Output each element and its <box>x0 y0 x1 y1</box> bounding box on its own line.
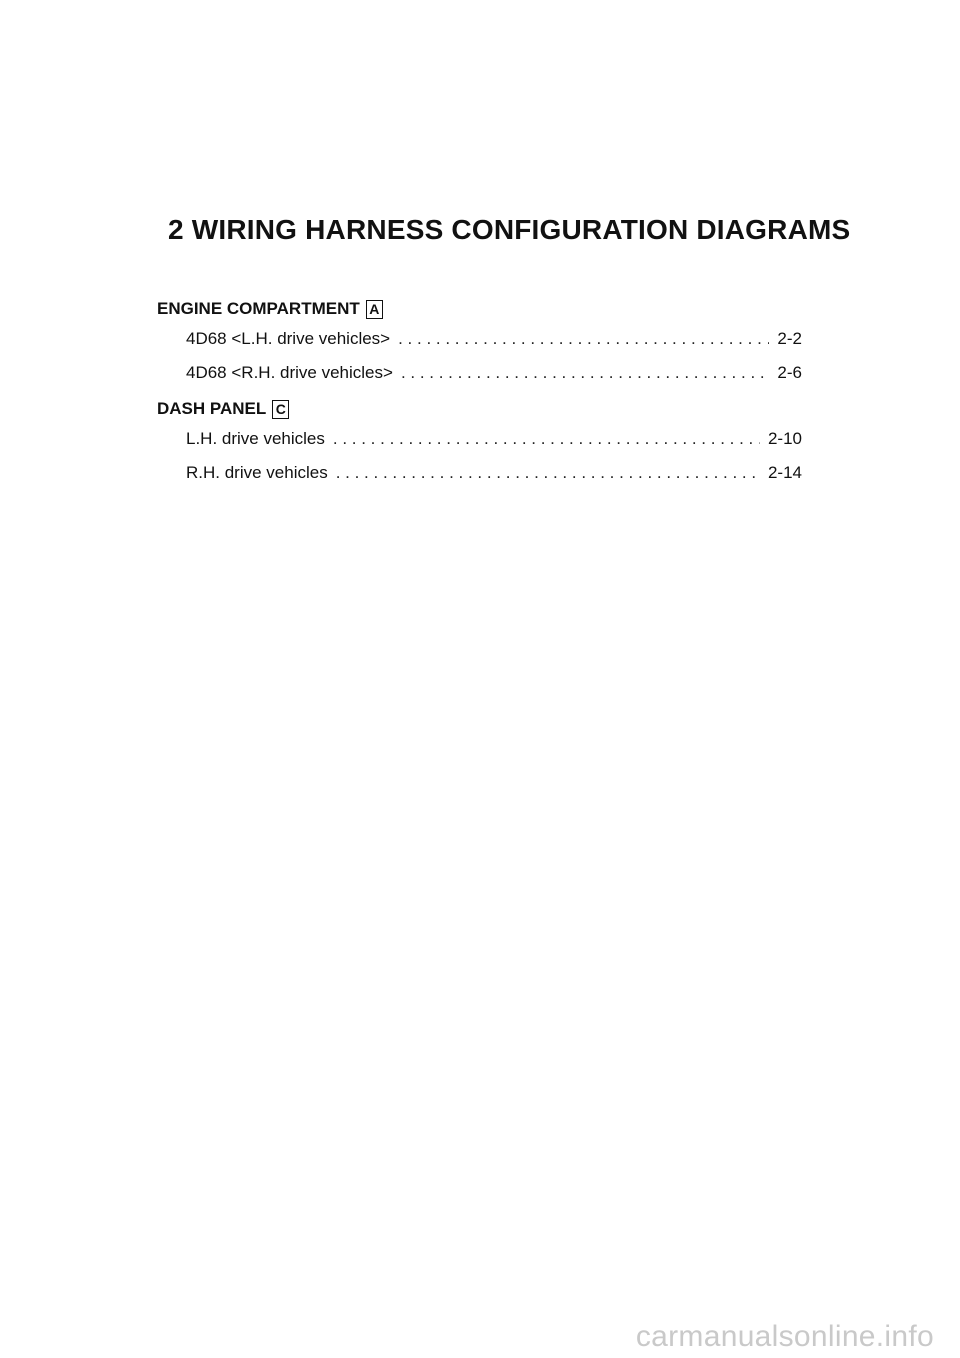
dot-leader <box>401 356 769 390</box>
toc-entry-label[interactable]: R.H. drive vehicles <box>186 463 328 482</box>
toc-entry-label[interactable]: 4D68 <L.H. drive vehicles> <box>186 329 391 348</box>
footer-watermark: carmanualsonline.info <box>635 1320 934 1353</box>
toc-entry-label[interactable]: 4D68 <R.H. drive vehicles> <box>186 363 393 382</box>
toc-entry-page-number[interactable]: 2-14 <box>767 463 802 482</box>
toc-entry[interactable] <box>157 456 802 490</box>
table-of-contents <box>157 296 802 490</box>
toc-entry[interactable] <box>157 422 802 456</box>
dot-leader <box>398 322 769 356</box>
toc-entry-page-number[interactable]: 2-2 <box>777 329 802 348</box>
section-heading-engine-compartment <box>157 296 802 322</box>
toc-entry-page-number[interactable]: 2-6 <box>777 363 802 382</box>
toc-entry-label[interactable]: L.H. drive vehicles <box>186 429 325 448</box>
section-heading-label: ENGINE COMPARTMENT <box>157 299 360 318</box>
toc-entry[interactable] <box>157 322 802 356</box>
dot-leader <box>336 456 760 490</box>
section-heading-label: DASH PANEL <box>157 399 267 418</box>
page-title: 2 WIRING HARNESS CONFIGURATION DIAGRAMS <box>168 214 851 245</box>
toc-entry-page-number[interactable]: 2-10 <box>767 429 802 448</box>
toc-entry[interactable] <box>157 356 802 390</box>
dot-leader <box>333 422 760 456</box>
section-heading-dash-panel <box>157 396 802 422</box>
section-letter-badge: A <box>366 300 383 319</box>
section-letter-badge: C <box>272 400 289 419</box>
